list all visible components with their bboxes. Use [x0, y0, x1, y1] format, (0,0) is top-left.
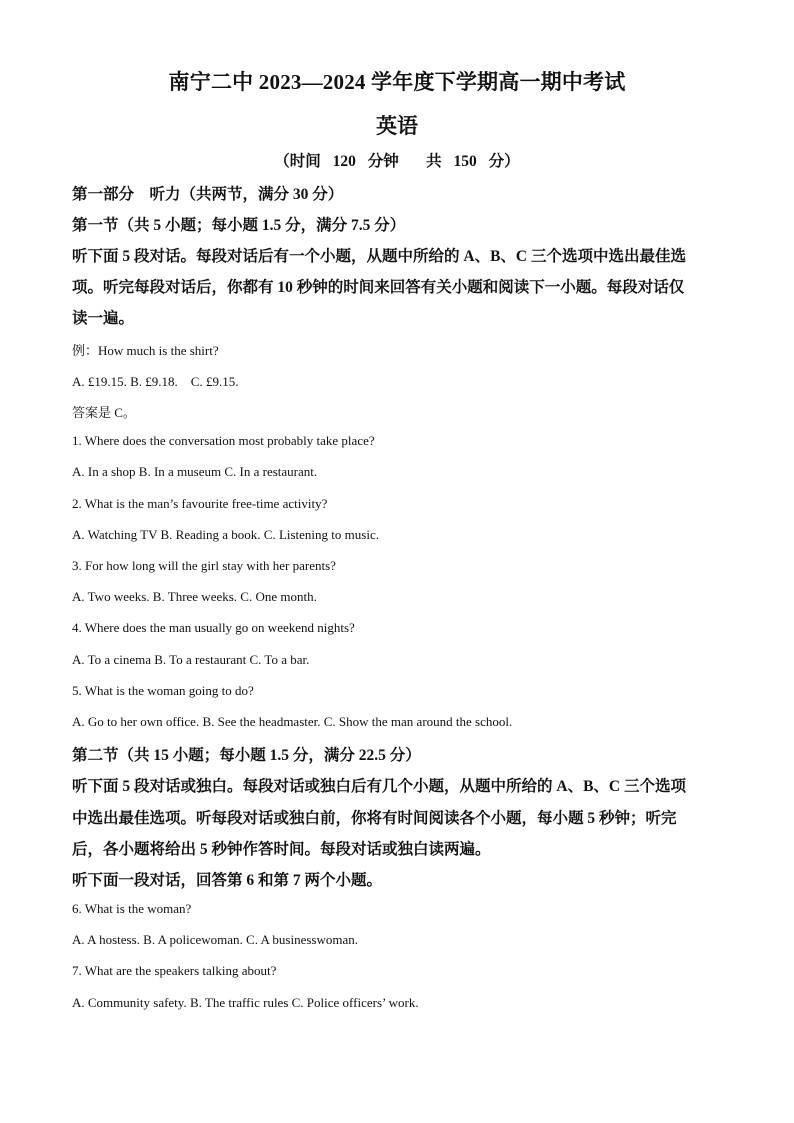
question-text: 1. Where does the conversation most probably take place?	[72, 433, 375, 448]
section2-heading: 第二节（共 15 小题；每小题 1.5 分，满分 22.5 分）	[72, 747, 421, 764]
question-text: 2. What is the man’s favourite free-time activity?	[72, 496, 328, 511]
dialogue-intro: 听下面一段对话，回答第 6 和第 7 两个小题。	[72, 872, 383, 889]
question-options: A. Community safety. B. The traffic rules C. Police officers’ work.	[72, 995, 419, 1010]
question-text: 4. Where does the man usually go on weekend nights?	[72, 620, 355, 635]
exam-duration: （时间 120 分钟 共 150 分）	[274, 153, 520, 170]
exam-title: 南宁二中 2023—2024 学年度下学期高一期中考试	[168, 70, 626, 94]
subject-title: 英语	[376, 114, 418, 138]
example-options: A. £19.15. B. £9.18. C. £9.15.	[72, 374, 239, 389]
question-options: A. Watching TV B. Reading a book. C. Listening to music.	[72, 527, 379, 542]
section1-instruction-line: 读一遍。	[72, 310, 135, 327]
section2-instruction-line: 后，各小题将给出 5 秒钟作答时间。每段对话或独白读两遍。	[72, 841, 491, 858]
question-text: 7. What are the speakers talking about?	[72, 963, 277, 978]
example-question: 例：How much is the shirt?	[72, 343, 219, 358]
section1-instruction-line: 听下面 5 段对话。每段对话后有一个小题，从题中所给的 A、B、C 三个选项中选出最佳选	[72, 248, 686, 265]
section2-instruction-line: 听下面 5 段对话或独白。每段对话或独白后有几个小题，从题中所给的 A、B、C 三个选项	[72, 778, 686, 795]
section1-instruction-line: 项。听完每段对话后，你都有 10 秒钟的时间来回答有关小题和阅读下一小题。每段对话仅	[72, 279, 685, 296]
section1-heading: 第一节（共 5 小题；每小题 1.5 分，满分 7.5 分）	[72, 217, 406, 234]
section2-instruction-line: 中选出最佳选项。听每段对话或独白前，你将有时间阅读各个小题，每小题 5 秒钟；听完	[72, 810, 677, 827]
question-options: A. In a shop B. In a museum C. In a restaurant.	[72, 464, 318, 479]
question-options: A. A hostess. B. A policewoman. C. A businesswoman.	[72, 932, 359, 947]
question-options: A. To a cinema B. To a restaurant C. To a bar.	[72, 652, 310, 667]
part1-heading: 第一部分 听力（共两节，满分 30 分）	[72, 186, 344, 203]
question-text: 5. What is the woman going to do?	[72, 683, 254, 698]
question-text: 3. For how long will the girl stay with her parents?	[72, 558, 336, 573]
question-text: 6. What is the woman?	[72, 901, 192, 916]
question-options: A. Go to her own office. B. See the headmaster. C. Show the man around the school.	[72, 714, 513, 729]
question-options: A. Two weeks. B. Three weeks. C. One month.	[72, 589, 317, 604]
example-answer: 答案是 C。	[72, 405, 136, 420]
